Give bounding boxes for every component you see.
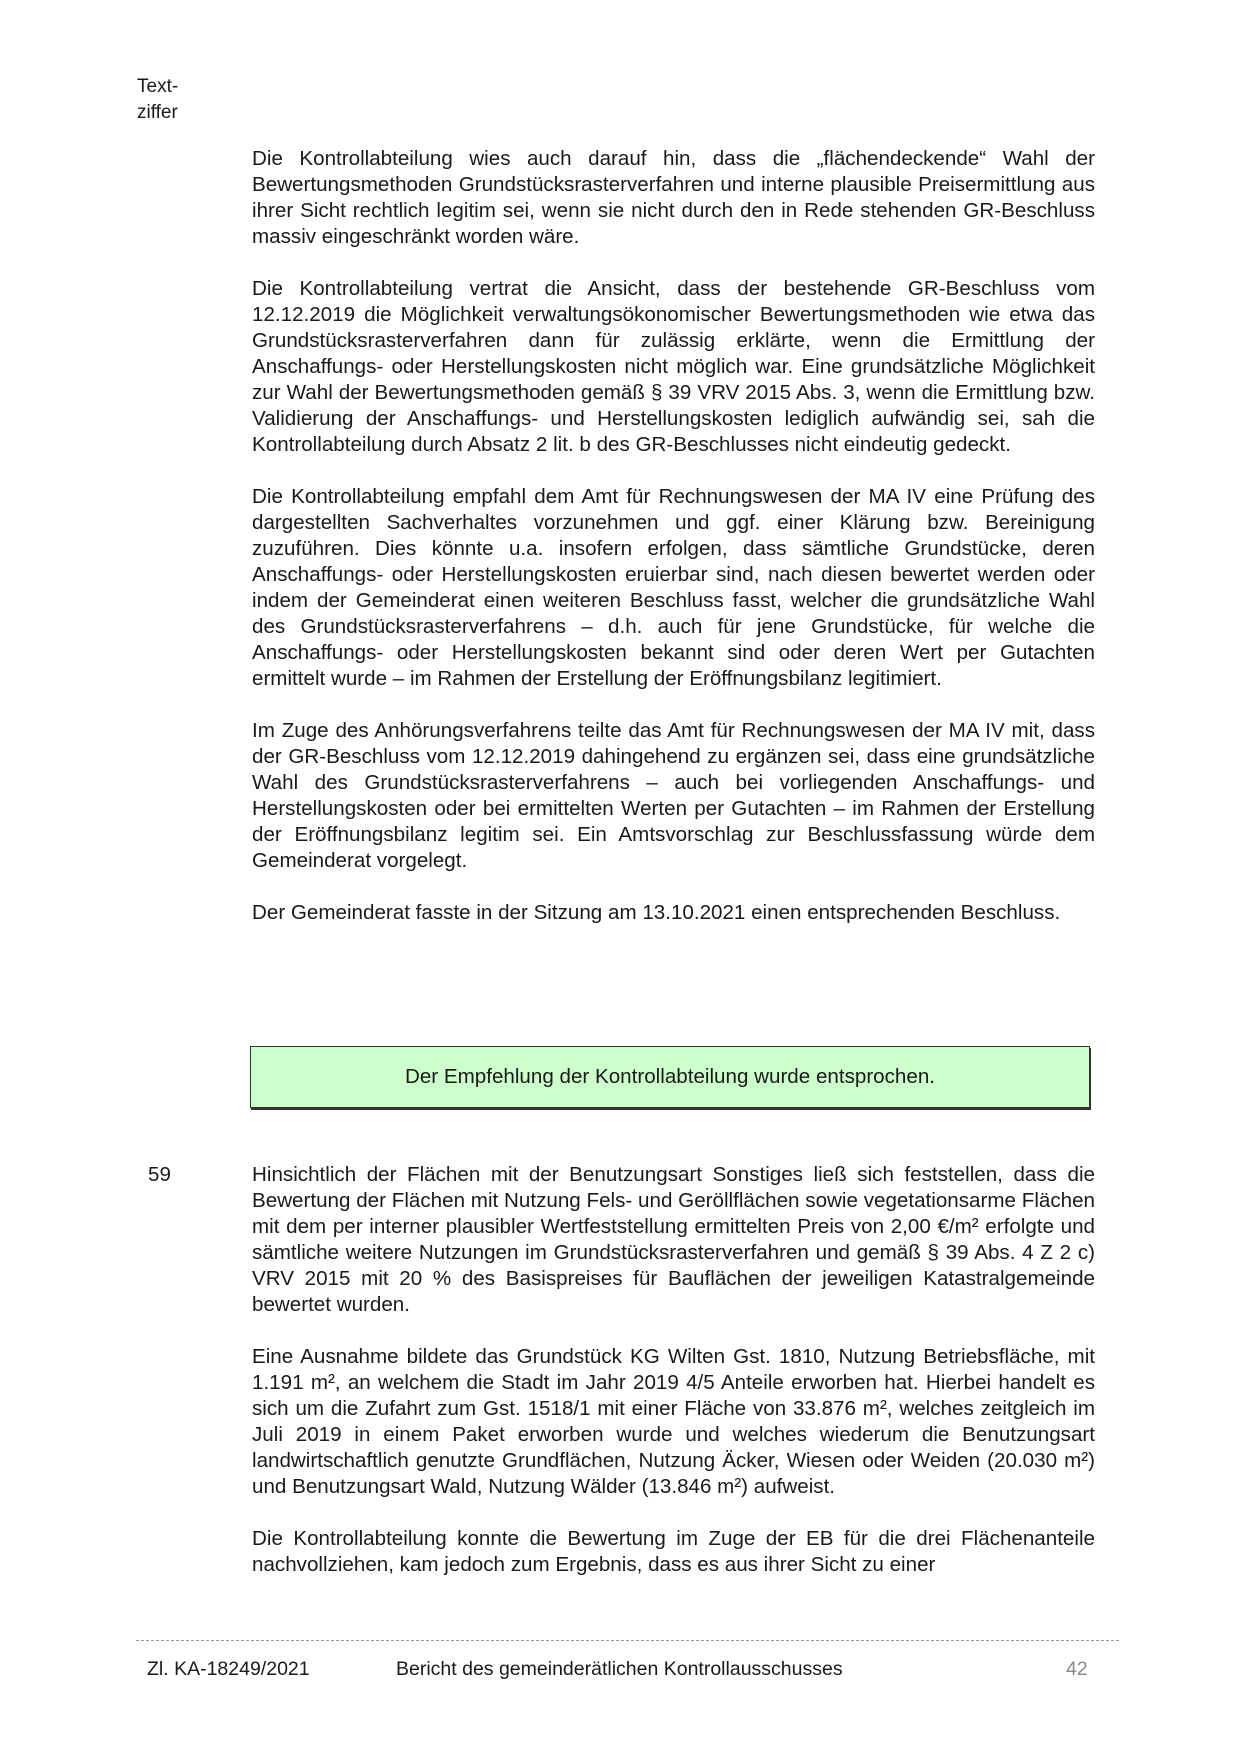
paragraph: Der Gemeinderat fasste in der Sitzung am 13.10.2021 einen entsprechenden Beschluss. (252, 901, 1061, 924)
margin-label-textziffer (137, 74, 178, 126)
recommendation-box (250, 1046, 1090, 1108)
footer-title: Bericht des gemeinderätlichen Kontrollausschusses (396, 1658, 843, 1680)
paragraph: Die Kontrollabteilung konnte die Bewertung im Zuge der EB für die drei Flächenanteile nachvollziehen, kam jedoch zum Ergebnis, dass es aus ihrer Sicht zu einer (252, 1527, 1095, 1576)
paragraph: Eine Ausnahme bildete das Grundstück KG Wilten Gst. 1810, Nutzung Betriebsfläche, mit 1.191 m², an welchem die Stadt im Jahr 2019 4/5 Anteile erworben hat. Hierbei handelt es sich um die Zufahrt zum Gst. 1518/1 mit einer Fläche von 33.876 m², welches zeitgleich im Juli 2019 in einem Paket erworben wurde und welches wiederum die Benutzungsart landwirtschaftlich genutzte Grundflächen, Nutzung Äcker, Wiesen oder Weiden (20.030 m²) und Benutzungsart Wald, Nutzung Wälder (13.846 m²) aufweist. (252, 1345, 1095, 1498)
paragraph: Die Kontrollabteilung wies auch darauf hin, dass die „flächendeckende“ Wahl der Bewertungsmethoden Grundstücksrasterverfahren und interne plausible Preisermittlung aus ihrer Sicht rechtlich legitim sei, wenn sie nicht durch den in Rede stehenden GR-Beschluss massiv eingeschränkt worden wäre. (252, 147, 1095, 248)
margin-label-line2: ziffer (137, 102, 178, 123)
recommendation-text: Der Empfehlung der Kontrollabteilung wurde entsprochen. (404, 1065, 936, 1088)
paragraph: Im Zuge des Anhörungsverfahrens teilte das Amt für Rechnungswesen der MA IV mit, dass der GR-Beschluss vom 12.12.2019 dahingehend zu ergänzen sei, dass eine grundsätzliche Wahl des Grundstücksrasterverfahrens – auch bei vorliegenden Anschaffungs- und Herstellungskosten oder bei ermittelten Werten per Gutachten – im Rahmen der Erstellung der Eröffnungsbilanz legitim sei. Ein Amtsvorschlag zur Beschlussfassung würde dem Gemeinderat vorgelegt. (252, 719, 1095, 872)
page-number: 42 (1066, 1658, 1088, 1680)
footer-divider (136, 1640, 1119, 1641)
section-a-body (252, 146, 1095, 952)
section-59-body (252, 1162, 1095, 1604)
paragraph: Die Kontrollabteilung vertrat die Ansicht, dass der bestehende GR-Beschluss vom 12.12.2019 die Möglichkeit verwaltungsökonomischer Bewertungsmethoden wie etwa das Grundstücksrasterverfahren dann für zulässig erklärte, wenn die Ermittlung der Anschaffungs- oder Herstellungskosten nicht möglich war. Eine grundsätzliche Möglichkeit zur Wahl der Bewertungsmethoden gemäß § 39 VRV 2015 Abs. 3, wenn die Ermittlung bzw. Validierung der Anschaffungs- und Herstellungskosten lediglich aufwändig sei, sah die Kontrollabteilung durch Absatz 2 lit. b des GR-Beschlusses nicht eindeutig gedeckt. (252, 277, 1095, 456)
textziffer-number: 59 (148, 1163, 171, 1186)
paragraph: Hinsichtlich der Flächen mit der Benutzungsart Sonstiges ließ sich feststellen, dass die Bewertung der Flächen mit Nutzung Fels- und Geröllflächen sowie vegetationsarme Flächen mit dem per interner plausibler Wertfeststellung ermittelten Preis von 2,00 €/m² erfolgte und sämtliche weitere Nutzungen im Grundstücksrasterverfahren und gemäß § 39 Abs. 4 Z 2 c) VRV 2015 mit 20 % des Basispreises für Bauflächen der jeweiligen Katastralgemeinde bewertet wurden. (252, 1163, 1095, 1316)
margin-label-line1: Text- (137, 76, 179, 97)
footer-reference: Zl. KA-18249/2021 (147, 1658, 310, 1680)
paragraph: Die Kontrollabteilung empfahl dem Amt für Rechnungswesen der MA IV eine Prüfung des dargestellten Sachverhaltes vorzunehmen und ggf. einer Klärung bzw. Bereinigung zuzuführen. Dies könnte u.a. insofern erfolgen, dass sämtliche Grundstücke, deren Anschaffungs- oder Herstellungskosten eruierbar sind, nach diesen bewertet werden oder indem der Gemeinderat einen weiteren Beschluss fasst, welcher die grundsätzliche Wahl des Grundstücksrasterverfahrens – d.h. auch für jene Grundstücke, für welche die Anschaffungs- oder Herstellungskosten bekannt sind oder deren Wert per Gutachten ermittelt wurde – im Rahmen der Erstellung der Eröffnungsbilanz legitimiert. (252, 485, 1095, 690)
